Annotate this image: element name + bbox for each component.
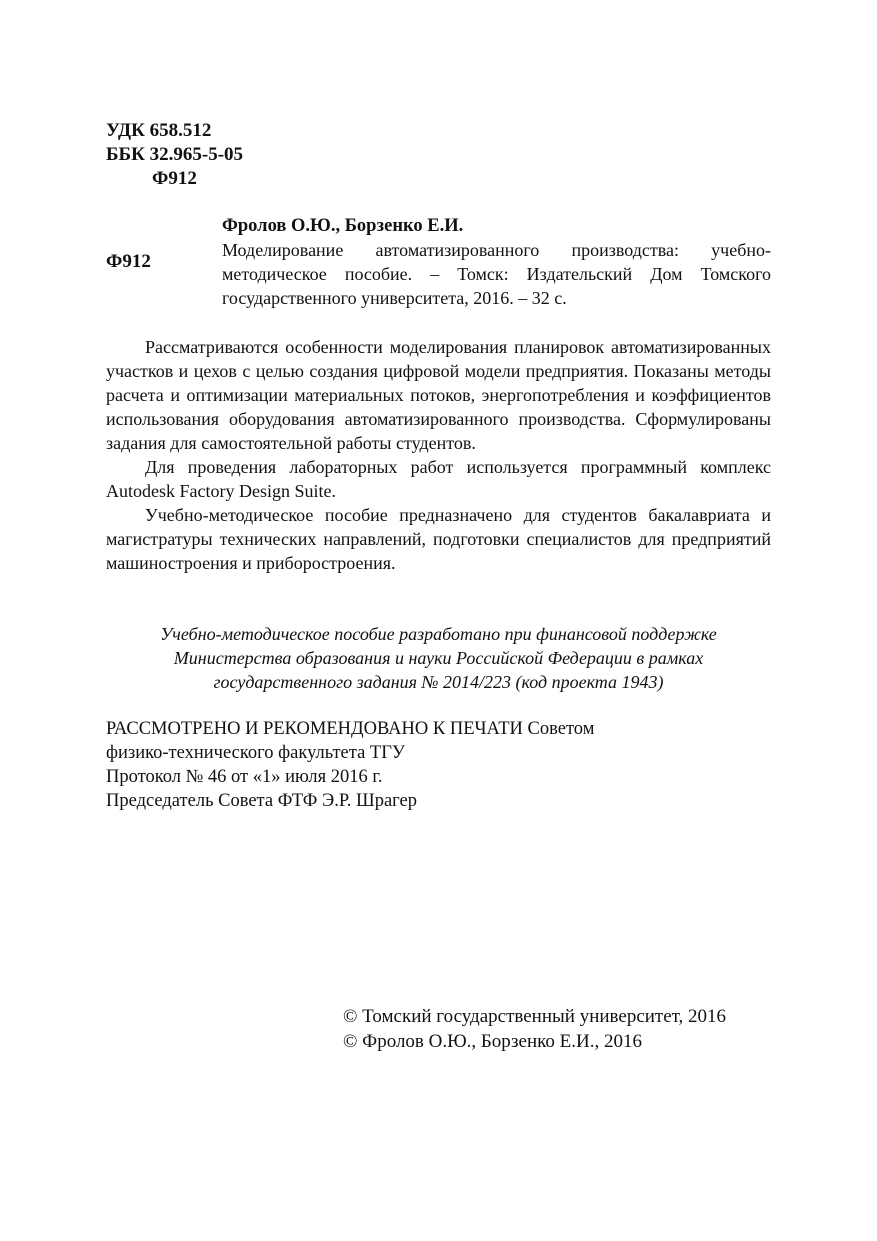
approval-line: физико-технического факультета ТГУ (106, 743, 406, 763)
author-mark: Ф912 (152, 168, 197, 189)
funding-note: Учебно-методическое пособие разработано при финансовой поддержке Министерства образования и науки Российской Федерации в рамках государственного задания № 2014/223 (код проекта 1943) (160, 624, 717, 692)
classification-codes (106, 119, 243, 191)
bibliographic-record (222, 214, 771, 310)
record-authors: Фролов О.Ю., Борзенко Е.И. (222, 216, 464, 236)
side-author-mark: Ф912 (106, 251, 151, 272)
approval-block (106, 717, 771, 813)
copyright-block (343, 1004, 726, 1054)
annotation-paragraph: Учебно-методическое пособие предназначено для студентов бакалавриата и магистратуры технических направлений, подготовки специалистов для предприятий машиностроения и приборостроения. (106, 505, 771, 573)
annotation (106, 335, 771, 575)
approval-line: РАССМОТРЕНО И РЕКОМЕНДОВАНО К ПЕЧАТИ Советом (106, 719, 595, 739)
record-description: Моделирование автоматизированного производства: учебно-методическое пособие. – Томск: Издательский Дом Томского государственного университета, 2016. – 32 с. (222, 240, 771, 308)
copyright-line: © Томский государственный университет, 2016 (343, 1006, 727, 1027)
annotation-paragraph: Рассматриваются особенности моделирования планировок автоматизированных участков и цехов с целью создания цифровой модели предприятия. Показаны методы расчета и оптимизации материальных потоков, энергопотребления и коэффициентов использования оборудования автоматизированного производства. Сформулированы задания для самостоятельной работы студентов. (106, 337, 771, 453)
udk-code: УДК 658.512 (106, 120, 212, 141)
bbk-code: ББК 32.965-5-05 (106, 144, 244, 165)
approval-line: Председатель Совета ФТФ Э.Р. Шрагер (106, 791, 417, 811)
approval-line: Протокол № 46 от «1» июля 2016 г. (106, 767, 383, 787)
copyright-line: © Фролов О.Ю., Борзенко Е.И., 2016 (343, 1031, 642, 1052)
annotation-paragraph: Для проведения лабораторных работ используется программный комплекс Autodesk Factory Design Suite. (106, 457, 771, 501)
